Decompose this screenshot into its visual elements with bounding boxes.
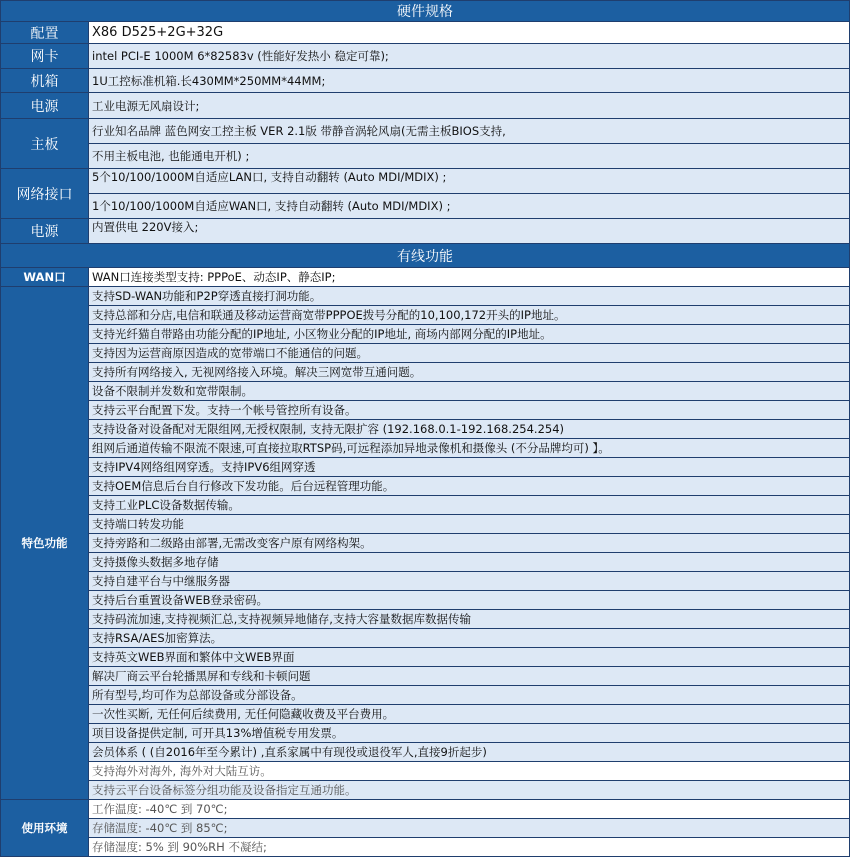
spec-row-power-supply — [1, 219, 850, 244]
feature-row — [1, 401, 850, 420]
env-item: 存储温度: -40℃ 到 85℃; — [89, 819, 850, 838]
feature-item: 支持IPV4网络组网穿透。支持IPV6组网穿透 — [89, 458, 850, 477]
feature-row — [1, 667, 850, 686]
feature-row — [1, 325, 850, 344]
feature-row — [1, 306, 850, 325]
hardware-section-title: 硬件规格 — [1, 1, 850, 22]
config-label: 配置 — [1, 22, 89, 44]
feature-item: 支持后台重置设备WEB登录密码。 — [89, 591, 850, 610]
feature-item: 支持云平台设备标签分组功能及设备指定互通功能。 — [89, 781, 850, 800]
feature-item: 支持端口转发功能 — [89, 515, 850, 534]
feature-row — [1, 591, 850, 610]
feature-item: 组网后通道传输不限流不限速,可直接拉取RTSP码,可远程添加异地录像机和摄像头 (不分品牌均可) 】。 — [89, 439, 850, 458]
feature-row — [1, 762, 850, 781]
env-row — [1, 819, 850, 838]
feature-row — [1, 515, 850, 534]
feature-item: 支持码流加速,支持视频汇总,支持视频异地储存,支持大容量数据库数据传输 — [89, 610, 850, 629]
feature-row — [1, 629, 850, 648]
nic-label: 网卡 — [1, 44, 89, 69]
power-supply-value: 内置供电 220V接入; — [89, 219, 850, 244]
env-item: 存储湿度: 5% 到 90%RH 不凝结; — [89, 838, 850, 857]
power-label: 电源 — [1, 93, 89, 119]
mainboard-value-line-1: 行业知名品牌 蓝色网安工控主板 VER 2.1版 带静音涡轮风扇(无需主板BIOS支持, — [89, 119, 850, 144]
feature-item: 支持设备对设备配对无限组网,无授权限制, 支持无限扩容 (192.168.0.1-192.168.254.254) — [89, 420, 850, 439]
wan-label: WAN口 — [1, 268, 89, 287]
feature-row — [1, 458, 850, 477]
chassis-value: 1U工控标准机箱.长430MM*250MM*44MM; — [89, 69, 850, 93]
feature-item: 支持光纤猫自带路由功能分配的IP地址, 小区物业分配的IP地址, 商场内部网分配的IP地址。 — [89, 325, 850, 344]
wired-section-title: 有线功能 — [1, 244, 850, 268]
feature-item: 支持英文WEB界面和繁体中文WEB界面 — [89, 648, 850, 667]
env-row — [1, 800, 850, 819]
spec-row-network-1 — [1, 169, 850, 194]
feature-item: 支持海外对海外, 海外对大陆互访。 — [89, 762, 850, 781]
chassis-label: 机箱 — [1, 69, 89, 93]
spec-row-nic — [1, 44, 850, 69]
feature-row — [1, 534, 850, 553]
features-label: 特色功能 — [1, 287, 89, 800]
feature-row — [1, 781, 850, 800]
feature-item: 支持摄像头数据多地存储 — [89, 553, 850, 572]
feature-row — [1, 553, 850, 572]
hardware-section-row — [1, 1, 850, 22]
feature-item: 支持工业PLC设备数据传输。 — [89, 496, 850, 515]
feature-row — [1, 382, 850, 401]
network-value-line-2: 1个10/100/1000M自适应WAN口, 支持自动翻转 (Auto MDI/MDIX) ; — [89, 194, 850, 219]
feature-row — [1, 572, 850, 591]
feature-row — [1, 705, 850, 724]
feature-row — [1, 287, 850, 306]
feature-row — [1, 496, 850, 515]
env-label: 使用环境 — [1, 800, 89, 857]
power-value: 工业电源无风扇设计; — [89, 93, 850, 119]
wan-row — [1, 268, 850, 287]
feature-item: 解决厂商云平台轮播黑屏和专线和卡顿问题 — [89, 667, 850, 686]
power-supply-label: 电源 — [1, 219, 89, 244]
wan-value: WAN口连接类型支持: PPPoE、动态IP、静态IP; — [89, 268, 850, 287]
feature-item: 会员体系 ( (自2016年至今累计) ,直系家属中有现役或退役军人,直接9折起步) — [89, 743, 850, 762]
config-value: X86 D525+2G+32G — [89, 22, 850, 44]
feature-item: 支持SD-WAN功能和P2P穿透直接打洞功能。 — [89, 287, 850, 306]
feature-row — [1, 724, 850, 743]
feature-row — [1, 610, 850, 629]
spec-row-config — [1, 22, 850, 44]
feature-row — [1, 648, 850, 667]
feature-item: 项目设备提供定制, 可开具13%增值税专用发票。 — [89, 724, 850, 743]
feature-row — [1, 477, 850, 496]
feature-item: 设备不限制并发数和宽带限制。 — [89, 382, 850, 401]
nic-value: intel PCI-E 1000M 6*82583v (性能好发热小 稳定可靠); — [89, 44, 850, 69]
feature-item: 支持自建平台与中继服务器 — [89, 572, 850, 591]
mainboard-value-line-2: 不用主板电池, 也能通电开机) ; — [89, 144, 850, 169]
feature-row — [1, 420, 850, 439]
wired-section-row — [1, 244, 850, 268]
feature-item: 支持OEM信息后台自行修改下发功能。后台远程管理功能。 — [89, 477, 850, 496]
feature-item: 支持云平台配置下发。支持一个帐号管控所有设备。 — [89, 401, 850, 420]
feature-item: 支持旁路和二级路由部署,无需改变客户原有网络构架。 — [89, 534, 850, 553]
feature-item: 支持RSA/AES加密算法。 — [89, 629, 850, 648]
feature-item: 支持所有网络接入, 无视网络接入环境。解决三网宽带互通问题。 — [89, 363, 850, 382]
feature-item: 一次性买断, 无任何后续费用, 无任何隐藏收费及平台费用。 — [89, 705, 850, 724]
feature-row — [1, 743, 850, 762]
feature-row — [1, 363, 850, 382]
spec-row-network-2 — [1, 194, 850, 219]
mainboard-label: 主板 — [1, 119, 89, 169]
feature-row — [1, 439, 850, 458]
feature-item: 所有型号,均可作为总部设备或分部设备。 — [89, 686, 850, 705]
feature-row — [1, 686, 850, 705]
feature-item: 支持因为运营商原因造成的宽带端口不能通信的问题。 — [89, 344, 850, 363]
spec-row-chassis — [1, 69, 850, 93]
network-value-line-1: 5个10/100/1000M自适应LAN口, 支持自动翻转 (Auto MDI/MDIX) ; — [89, 169, 850, 194]
spec-row-power — [1, 93, 850, 119]
spec-row-mainboard-1 — [1, 119, 850, 144]
spec-row-mainboard-2 — [1, 144, 850, 169]
network-label: 网络接口 — [1, 169, 89, 219]
feature-row — [1, 344, 850, 363]
env-row — [1, 838, 850, 857]
feature-item: 支持总部和分店,电信和联通及移动运营商宽带PPPOE拨号分配的10,100,172开头的IP地址。 — [89, 306, 850, 325]
env-item: 工作温度: -40℃ 到 70℃; — [89, 800, 850, 819]
